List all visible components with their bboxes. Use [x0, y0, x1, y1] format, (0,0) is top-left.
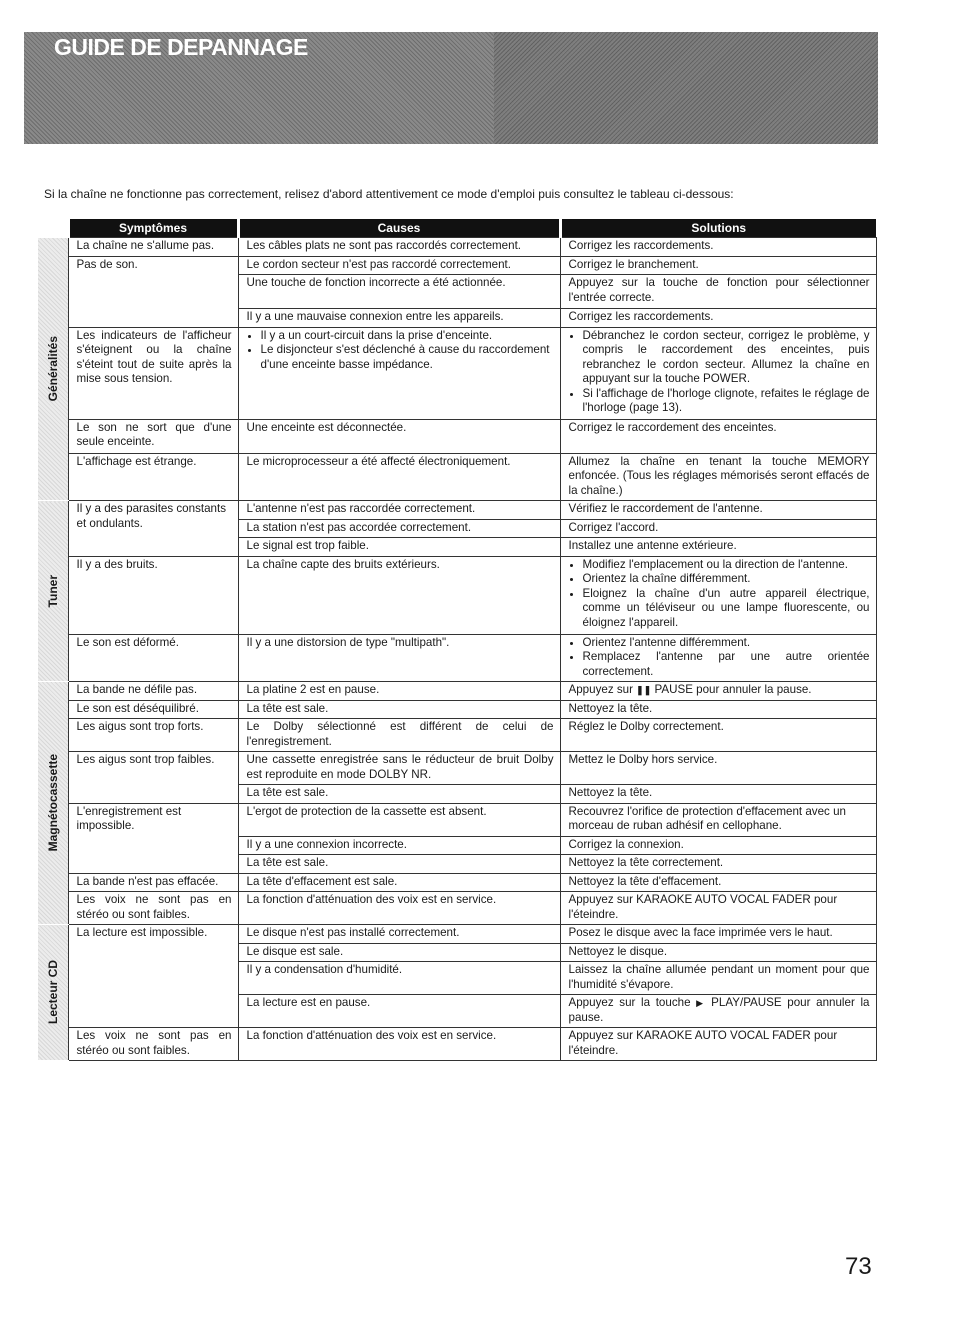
cause-cell: Le signal est trop faible. — [238, 538, 560, 557]
solution-text: Appuyez sur la touche — [568, 996, 697, 1009]
solution-cell: Nettoyez la tête. — [560, 700, 876, 719]
solution-cell: Nettoyez la tête d'effacement. — [560, 873, 876, 892]
category-label: Généralités — [45, 336, 60, 402]
cause-cell: L'antenne n'est pas raccordée correctement. — [238, 501, 560, 520]
symptom-cell: Le son est déséquilibré. — [68, 700, 238, 719]
cause-cell: La fonction d'atténuation des voix est en service. — [238, 892, 560, 925]
table-row — [38, 925, 876, 944]
list-item: • Remplacez l'antenne par une autre orientée correctement. — [583, 650, 870, 679]
table-row — [38, 892, 876, 925]
cause-cell: Le disque n'est pas installé correctement. — [238, 925, 560, 944]
list-item: • Débranchez le cordon secteur, corrigez le problème, y compris le raccordement des enceintes, puis rebranchez le cordon secteur. Allumez la chaîne en appuyant sur la touche POWER. — [583, 329, 870, 387]
symptom-cell: La chaîne ne s'allume pas. — [68, 238, 238, 257]
cause-cell: La tête est sale. — [238, 855, 560, 874]
symptom-cell: Les aigus sont trop faibles. — [68, 752, 238, 804]
table-row — [38, 682, 876, 701]
cause-cell: Il y a condensation d'humidité. — [238, 962, 560, 995]
table-row — [38, 327, 876, 419]
symptom-cell: Les voix ne sont pas en stéréo ou sont faibles. — [68, 892, 238, 925]
cause-cell — [238, 327, 560, 419]
symptom-cell: La bande n'est pas effacée. — [68, 873, 238, 892]
solution-cell: Corrigez la connexion. — [560, 836, 876, 855]
cause-cell: Une cassette enregistrée sans le réducteur de bruit Dolby est reproduite en mode DOLBY NR. — [238, 752, 560, 785]
solution-cell: Corrigez les raccordements. — [560, 309, 876, 328]
cause-cell: Une enceinte est déconnectée. — [238, 419, 560, 453]
table-row — [38, 752, 876, 785]
cause-cell: La fonction d'atténuation des voix est en service. — [238, 1028, 560, 1061]
solution-cell: Installez une antenne extérieure. — [560, 538, 876, 557]
category-generalites — [38, 238, 68, 501]
solution-cell: Corrigez le raccordement des enceintes. — [560, 419, 876, 453]
solution-cell: Allumez la chaîne en tenant la touche MEMORY enfoncée. (Tous les réglages mémorisés seront effacés de la chaîne.) — [560, 453, 876, 501]
header-symptoms: Symptômes — [68, 219, 238, 238]
table-row — [38, 453, 876, 501]
solution-list — [569, 558, 870, 631]
symptom-cell: L'affichage est étrange. — [68, 453, 238, 501]
cause-cell: Il y a une mauvaise connexion entre les appareils. — [238, 309, 560, 328]
symptom-cell: Pas de son. — [68, 256, 238, 327]
list-item: • Il y a un court-circuit dans la prise d'enceinte. — [261, 329, 554, 344]
solution-cell: Recouvrez l'orifice de protection d'effacement avec un morceau de ruban adhésif en cellophane. — [560, 803, 876, 836]
symptom-cell: L'enregistrement est impossible. — [68, 803, 238, 873]
solution-cell: Appuyez sur KARAOKE AUTO VOCAL FADER pour l'éteindre. — [560, 892, 876, 925]
cause-cell: Les câbles plats ne sont pas raccordés correctement. — [238, 238, 560, 257]
play-icon: ▶ — [696, 998, 706, 1008]
list-item: • Eloignez la chaîne d'un autre appareil électrique, comme un téléviseur ou une lampe fluorescente, ou éloignez l'appareil. — [583, 587, 870, 631]
list-item: • Orientez la chaîne différemment. — [583, 572, 870, 587]
symptom-cell: Il y a des parasites constants et ondulants. — [68, 501, 238, 557]
table-row — [38, 419, 876, 453]
symptom-cell: La bande ne défile pas. — [68, 682, 238, 701]
intro-text: Si la chaîne ne fonctionne pas correctement, relisez d'abord attentivement ce mode d'emploi puis consultez le tableau ci-dessous: — [44, 187, 734, 201]
pause-icon: ❚❚ — [636, 685, 652, 695]
cause-cell: La station n'est pas accordée correctement. — [238, 519, 560, 538]
solution-text: PAUSE pour annuler la pause. — [651, 683, 812, 696]
table-row — [38, 238, 876, 257]
symptom-cell: Il y a des bruits. — [68, 556, 238, 634]
category-label: Tuner — [45, 574, 60, 608]
solution-cell: Corrigez les raccordements. — [560, 238, 876, 257]
cause-cell: Il y a une connexion incorrecte. — [238, 836, 560, 855]
cause-cell: Le cordon secteur n'est pas raccordé correctement. — [238, 256, 560, 275]
symptom-cell: Les aigus sont trop forts. — [68, 719, 238, 752]
symptom-cell: Le son est déformé. — [68, 634, 238, 682]
solution-cell: Posez le disque avec la face imprimée vers le haut. — [560, 925, 876, 944]
cause-cell: La chaîne capte des bruits extérieurs. — [238, 556, 560, 634]
cause-cell: La platine 2 est en pause. — [238, 682, 560, 701]
solution-cell: Vérifiez le raccordement de l'antenne. — [560, 501, 876, 520]
category-magnetocassette — [38, 682, 68, 925]
list-item: • Modifiez l'emplacement ou la direction de l'antenne. — [583, 558, 870, 573]
table-row — [38, 1028, 876, 1061]
page-title: GUIDE DE DEPANNAGE — [54, 34, 308, 60]
cause-cell: Une touche de fonction incorrecte a été actionnée. — [238, 275, 560, 309]
list-item: • Orientez l'antenne différemment. — [583, 636, 870, 651]
cause-cell: La tête d'effacement est sale. — [238, 873, 560, 892]
solution-cell: Corrigez le branchement. — [560, 256, 876, 275]
solution-text: Appuyez sur — [568, 683, 637, 696]
table-row — [38, 700, 876, 719]
cause-cell: La tête est sale. — [238, 785, 560, 804]
solution-text: PLAY/PAUSE pour annuler la pause. — [568, 996, 870, 1024]
header-band — [24, 32, 878, 144]
symptom-cell: Les voix ne sont pas en stéréo ou sont faibles. — [68, 1028, 238, 1061]
solution-cell — [560, 634, 876, 682]
symptom-cell: Les indicateurs de l'afficheur s'éteignent ou la chaîne s'éteint tout de suite après la mise sous tension. — [68, 327, 238, 419]
page-number: 73 — [845, 1253, 872, 1280]
category-label: Magnétocassette — [45, 754, 60, 852]
solution-cell — [560, 682, 876, 701]
solution-cell — [560, 327, 876, 419]
symptom-cell: Le son ne sort que d'une seule enceinte. — [68, 419, 238, 453]
cause-cell: L'ergot de protection de la cassette est absent. — [238, 803, 560, 836]
cause-list — [247, 329, 554, 373]
solution-cell — [560, 995, 876, 1028]
troubleshooting-table — [38, 219, 877, 1061]
solution-cell: Corrigez l'accord. — [560, 519, 876, 538]
list-item: • Si l'affichage de l'horloge clignote, refaites le réglage de l'horloge (page 13). — [583, 387, 870, 416]
solution-cell: Nettoyez la tête. — [560, 785, 876, 804]
solution-cell: Nettoyez le disque. — [560, 943, 876, 962]
table-row — [38, 556, 876, 634]
table-row — [38, 634, 876, 682]
table-row — [38, 719, 876, 752]
header-causes: Causes — [238, 219, 560, 238]
table-header-row — [38, 219, 876, 238]
solution-cell: Appuyez sur KARAOKE AUTO VOCAL FADER pour l'éteindre. — [560, 1028, 876, 1061]
category-label: Lecteur CD — [45, 960, 60, 1025]
solution-cell: Mettez le Dolby hors service. — [560, 752, 876, 785]
table-row — [38, 501, 876, 520]
list-item: • Le disjoncteur s'est déclenché à cause du raccordement d'une enceinte basse impédance. — [261, 343, 554, 372]
cause-cell: Il y a une distorsion de type "multipath". — [238, 634, 560, 682]
category-tuner — [38, 501, 68, 682]
symptom-cell: La lecture est impossible. — [68, 925, 238, 1028]
header-solutions: Solutions — [560, 219, 876, 238]
table-row — [38, 803, 876, 836]
header-spacer — [38, 219, 68, 238]
table-row — [38, 873, 876, 892]
solution-cell: Laissez la chaîne allumée pendant un moment pour que l'humidité s'évapore. — [560, 962, 876, 995]
solution-cell: Nettoyez la tête correctement. — [560, 855, 876, 874]
solution-list — [569, 636, 870, 680]
cause-cell: Le disque est sale. — [238, 943, 560, 962]
table-row — [38, 256, 876, 275]
cause-cell: Le Dolby sélectionné est différent de celui de l'enregistrement. — [238, 719, 560, 752]
category-lecteur-cd — [38, 925, 68, 1061]
cause-cell: La lecture est en pause. — [238, 995, 560, 1028]
solution-cell: Réglez le Dolby correctement. — [560, 719, 876, 752]
solution-list — [569, 329, 870, 416]
solution-cell: Appuyez sur la touche de fonction pour sélectionner l'entrée correcte. — [560, 275, 876, 309]
cause-cell: Le microprocesseur a été affecté électroniquement. — [238, 453, 560, 501]
solution-cell — [560, 556, 876, 634]
cause-cell: La tête est sale. — [238, 700, 560, 719]
header-band-texture — [494, 32, 878, 144]
